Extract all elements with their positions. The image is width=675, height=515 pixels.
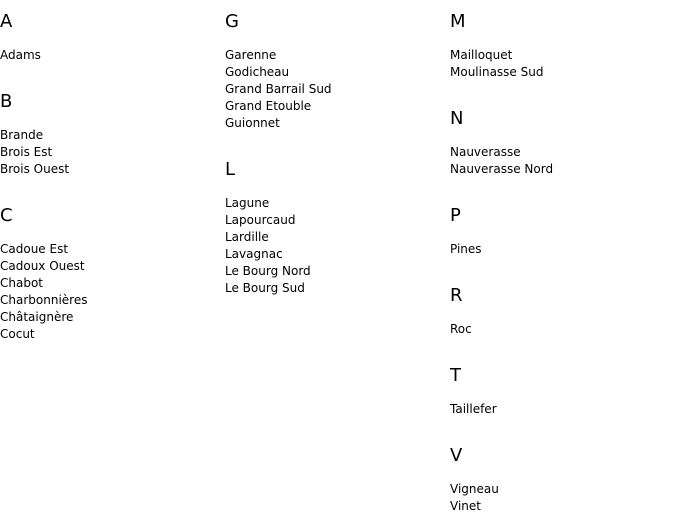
index-column-1	[0, 0, 220, 343]
list-item-link[interactable]: Moulinasse Sud	[450, 65, 544, 79]
letter-group	[0, 0, 220, 64]
list-item-link[interactable]: Lapourcaud	[225, 213, 296, 227]
letter-group	[0, 194, 220, 343]
item-list	[450, 481, 670, 515]
list-item-link[interactable]: Pines	[450, 242, 482, 256]
letter-heading: A	[0, 11, 13, 32]
letter-heading: N	[450, 108, 464, 129]
index-column-3	[450, 0, 670, 515]
list-item-link[interactable]: Roc	[450, 322, 472, 336]
list-item-link[interactable]: Châtaignère	[0, 310, 74, 324]
item-list	[450, 144, 670, 178]
item-list	[450, 241, 670, 258]
list-item-link[interactable]: Lardille	[225, 230, 269, 244]
letter-group	[450, 354, 670, 418]
list-item-link[interactable]: Guionnet	[225, 116, 280, 130]
letter-heading: V	[450, 445, 463, 466]
letter-group	[450, 194, 670, 258]
letter-heading: B	[0, 91, 13, 112]
list-item-link[interactable]: Le Bourg Sud	[225, 281, 305, 295]
list-item-link[interactable]: Garenne	[225, 48, 277, 62]
list-item-link[interactable]: Godicheau	[225, 65, 290, 79]
list-item-link[interactable]: Cadoue Est	[0, 242, 69, 256]
list-item-link[interactable]: Chabot	[0, 276, 44, 290]
letter-group	[225, 148, 445, 297]
list-item-link[interactable]: Grand Etouble	[225, 99, 312, 113]
list-item-link[interactable]: Mailloquet	[450, 48, 513, 62]
list-item-link[interactable]: Cadoux Ouest	[0, 259, 85, 273]
letter-group	[450, 434, 670, 515]
letter-heading: C	[0, 205, 13, 226]
letter-heading: R	[450, 285, 463, 306]
item-list	[0, 47, 220, 64]
list-item-link[interactable]: Vigneau	[450, 482, 499, 496]
list-item-link[interactable]: Vinet	[450, 499, 481, 513]
letter-heading: M	[450, 11, 466, 32]
item-list	[0, 241, 220, 343]
item-list	[225, 47, 445, 132]
letter-heading: P	[450, 205, 461, 226]
letter-group	[450, 274, 670, 338]
list-item-link[interactable]: Nauverasse	[450, 145, 521, 159]
list-item-link[interactable]: Adams	[0, 48, 41, 62]
list-item-link[interactable]: Brande	[0, 128, 44, 142]
list-item-link[interactable]: Lagune	[225, 196, 270, 210]
list-item-link[interactable]: Nauverasse Nord	[450, 162, 554, 176]
item-list	[450, 47, 670, 81]
letter-group	[0, 80, 220, 178]
list-item-link[interactable]: Charbonnières	[0, 293, 88, 307]
letter-heading: G	[225, 11, 239, 32]
item-list	[0, 127, 220, 178]
letter-group	[450, 0, 670, 81]
letter-group	[450, 97, 670, 178]
letter-heading: T	[450, 365, 461, 386]
item-list	[450, 321, 670, 338]
item-list	[450, 401, 670, 418]
letter-group	[225, 0, 445, 132]
index-column-2	[225, 0, 445, 297]
list-item-link[interactable]: Le Bourg Nord	[225, 264, 311, 278]
list-item-link[interactable]: Brois Ouest	[0, 162, 70, 176]
list-item-link[interactable]: Lavagnac	[225, 247, 283, 261]
list-item-link[interactable]: Grand Barrail Sud	[225, 82, 332, 96]
item-list	[225, 195, 445, 297]
list-item-link[interactable]: Cocut	[0, 327, 35, 341]
letter-heading: L	[225, 159, 236, 180]
list-item-link[interactable]: Taillefer	[450, 402, 497, 416]
list-item-link[interactable]: Brois Est	[0, 145, 53, 159]
